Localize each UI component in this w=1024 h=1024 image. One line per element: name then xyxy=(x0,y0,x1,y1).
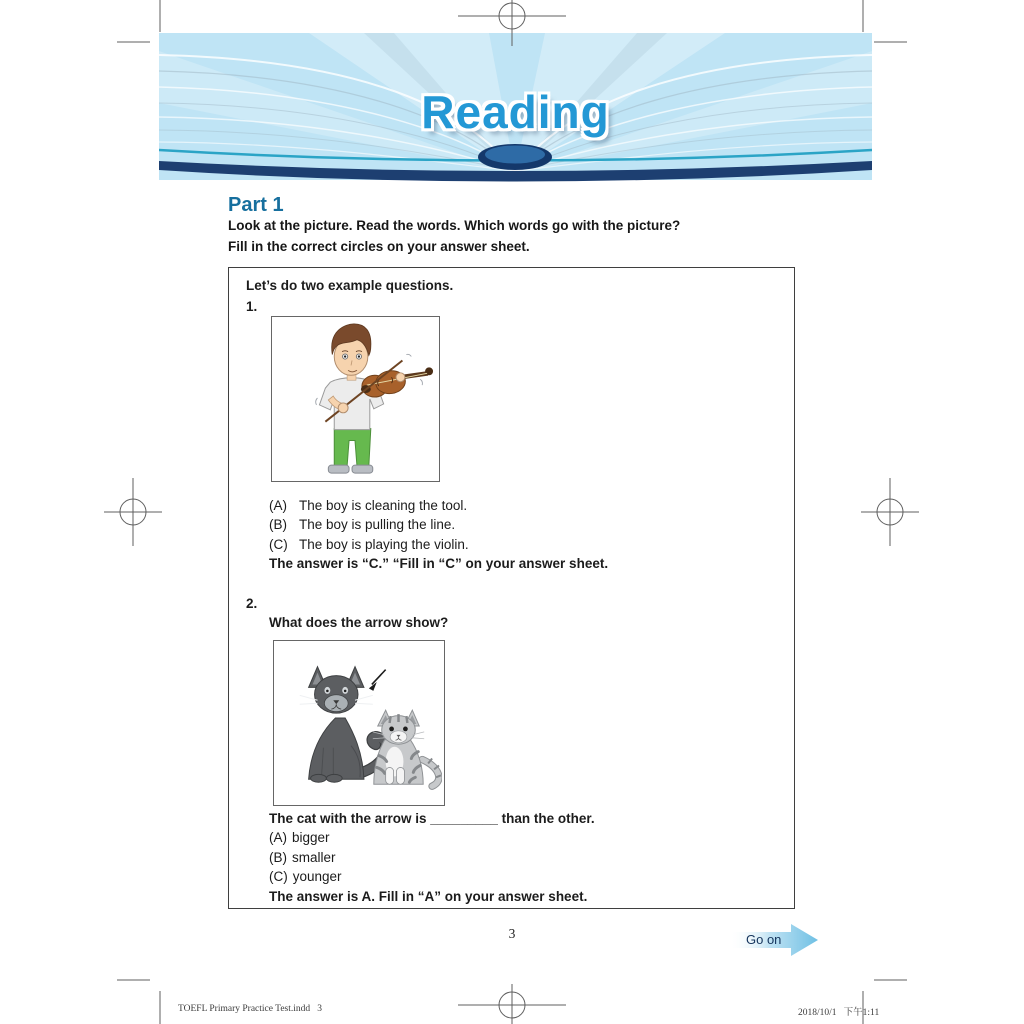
option-label: (C) xyxy=(269,869,288,885)
question-1-number: 1. xyxy=(246,299,258,314)
question-1-image xyxy=(271,316,440,482)
option-text: smaller xyxy=(292,849,336,865)
question-2-number: 2. xyxy=(246,596,258,611)
part-instructions xyxy=(228,216,680,257)
go-on-label: Go on xyxy=(746,932,782,947)
two-cats-with-arrow-illustration xyxy=(274,641,442,803)
q2-answer-note: The answer is A. Fill in “A” on your answer sheet. xyxy=(269,888,588,904)
option-label: (C) xyxy=(269,536,288,552)
boy-playing-violin-illustration xyxy=(272,317,437,479)
q1-option-a xyxy=(269,496,608,515)
question-2-image xyxy=(273,640,445,806)
q2-option-c xyxy=(269,867,595,886)
option-text: The boy is pulling the line. xyxy=(299,517,456,533)
option-label: (B) xyxy=(269,849,287,865)
q1-answer-note: The answer is “C.” “Fill in “C” on your answer sheet. xyxy=(269,556,609,572)
example-questions-box xyxy=(228,267,795,909)
reading-banner xyxy=(159,33,872,183)
q2-stem: The cat with the arrow is _________ than the other. xyxy=(269,811,595,826)
example-intro: Let’s do two example questions. xyxy=(246,278,454,293)
q1-option-c xyxy=(269,535,608,554)
page-number: 3 xyxy=(508,926,516,941)
option-label: (A) xyxy=(269,498,287,513)
question-2-prompt: What does the arrow show? xyxy=(269,615,449,630)
section-title: Reading xyxy=(421,86,610,138)
instruction-line-1: Look at the picture. Read the words. Which words go with the picture? xyxy=(228,218,681,233)
q1-option-b xyxy=(269,515,608,534)
option-label: (A) xyxy=(269,830,287,846)
go-on-button[interactable] xyxy=(731,921,819,959)
question-1-options xyxy=(269,496,608,574)
option-text: The boy is playing the violin. xyxy=(299,536,469,552)
printers-mark-right: 2018/10/1 下午1:11 xyxy=(798,1008,880,1018)
part-heading: Part 1 xyxy=(228,194,284,216)
option-text: The boy is cleaning the tool. xyxy=(299,498,468,513)
printers-mark-left: TOEFL Primary Practice Test.indd 3 xyxy=(178,1004,323,1014)
q2-option-b xyxy=(269,848,595,867)
instruction-line-2: Fill in the correct circles on your answer sheet. xyxy=(228,238,530,254)
option-label: (B) xyxy=(269,517,287,533)
option-text: younger xyxy=(292,869,342,885)
arrow-icon xyxy=(369,670,386,691)
q2-option-a xyxy=(269,828,595,847)
question-2-body xyxy=(269,809,595,906)
option-text: bigger xyxy=(292,830,330,846)
